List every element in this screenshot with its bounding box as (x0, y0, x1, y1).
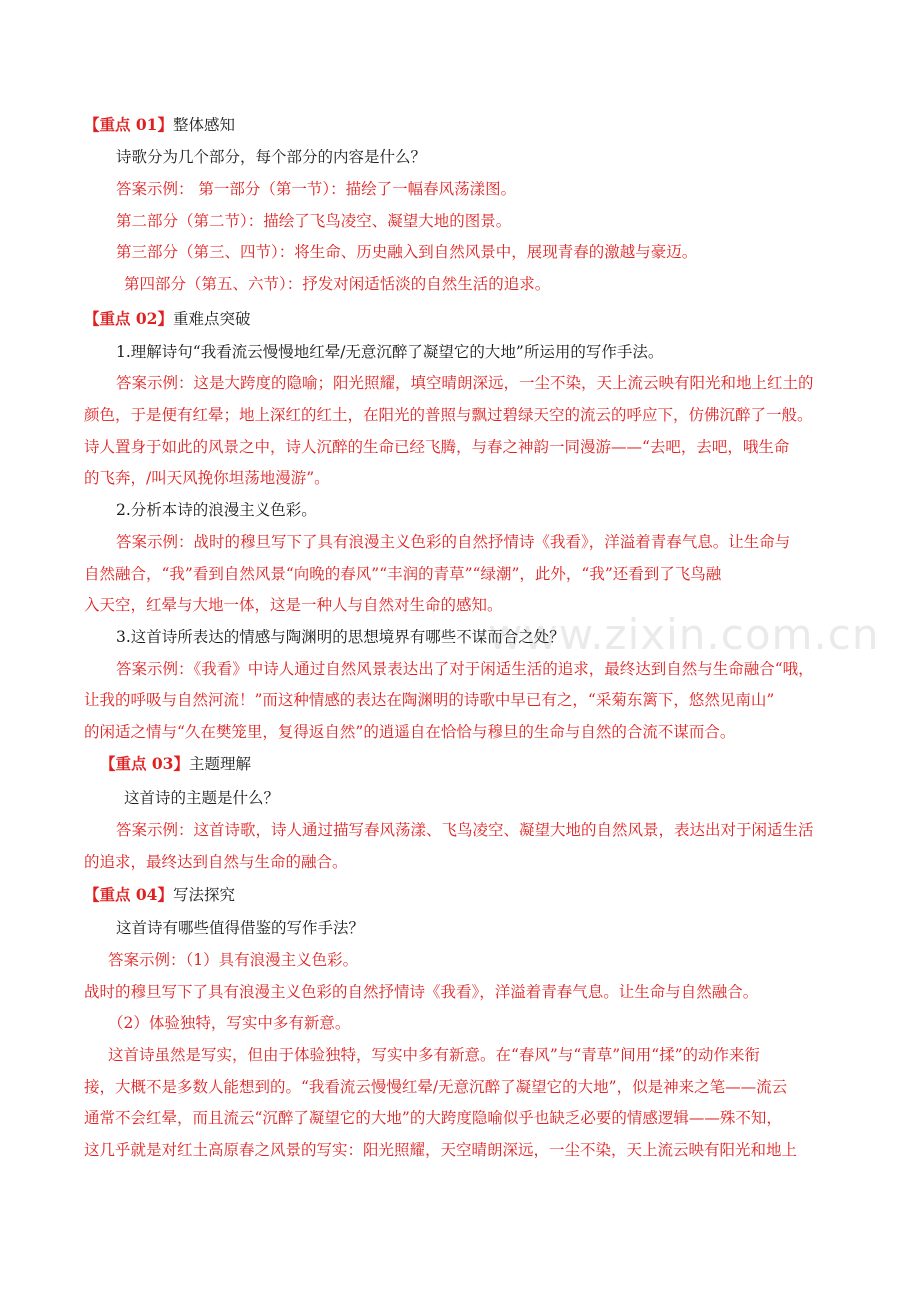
section-01-question: 诗歌分为几个部分，每个部分的内容是什么？ (116, 148, 427, 166)
section-04-answer-line: 战时的穆旦写下了具有浪漫主义色彩的自然抒情诗《我看》，洋溢着青春气息。让生命与自然融合。 (84, 983, 759, 1001)
section-02-answer-3-line: 让我的呼吸与自然河流！”而这种情感的表达在陶渊明的诗歌中早已有之，“采菊东篱下，悠然见南山” (84, 691, 775, 709)
section-02-answer-3-line: 的闲适之情与“久在樊笼里，复得返自然”的逍遥自在恰恰与穆旦的生命与自然的合流不谋而合。 (84, 723, 736, 741)
watermark: www.zixin.com.cn (488, 610, 880, 659)
section-04-answer-line: 通常不会红晕，而且流云“沉醉了凝望它的大地”的大跨度隐喻似乎也缺乏必要的情感逻辑——殊不知， (84, 1109, 782, 1127)
section-02-question-2: 2.分析本诗的浪漫主义色彩。 (116, 501, 317, 519)
section-01-heading (84, 115, 235, 135)
section-02-answer-3-line: 答案示例：《我看》中诗人通过自然风景表达出了对于闲适生活的追求，最终达到自然与生命融合“哦， (116, 660, 814, 678)
section-03-answer-line: 的追求，最终达到自然与生命的融合。 (84, 853, 348, 871)
section-02-answer-2-line: 答案示例：战时的穆旦写下了具有浪漫主义色彩的自然抒情诗《我看》，洋溢着青春气息。让生命与 (116, 533, 791, 551)
section-02-answer-1-line: 的飞奔，/叫天风挽你坦荡地漫游”。 (84, 469, 330, 487)
section-01-title: 整体感知 (172, 116, 235, 134)
section-02-label: 【重点 02】 (84, 309, 173, 328)
section-04-answer-line: 这几乎就是对红土高原春之风景的写实：阳光照耀，天空晴朗深远，一尘不染，天上流云映有阳光和地上 (84, 1141, 798, 1159)
section-02-question-1: 1.理解诗句“我看流云慢慢地红晕/无意沉醉了凝望它的大地”所运用的写作手法。 (116, 343, 664, 361)
section-03-question: 这首诗的主题是什么？ (124, 789, 280, 807)
section-04-answer-line: 答案示例：（1）具有浪漫主义色彩。 (108, 951, 359, 969)
section-04-answer-line: 接，大概不是多数人能想到的。“我看流云慢慢红晕/无意沉醉了凝望它的大地”，似是神来之笔——流云 (84, 1078, 788, 1096)
section-02-answer-1-line: 诗人置身于如此的风景之中，诗人沉醉的生命已经飞腾，与春之神韵一同漫游——“去吧，去吧，哦生命 (84, 438, 790, 456)
section-01-answer-line: 答案示例： 第一部分（第一节）：描绘了一幅春风荡漾图。 (116, 180, 517, 198)
section-02-answer-1-line: 颜色，于是便有红晕；地上深红的红土，在阳光的普照与飘过碧绿天空的流云的呼应下，仿佛沉醉了一般。 (84, 406, 813, 424)
section-03-answer-line: 答案示例：这首诗歌，诗人通过描写春风荡漾、飞鸟凌空、凝望大地的自然风景，表达出对于闲适生活 (116, 821, 814, 839)
section-02-answer-1-line: 答案示例：这是大跨度的隐喻；阳光照耀，填空晴朗深远，一尘不染，天上流云映有阳光和地上红土的 (116, 374, 814, 392)
section-03-label: 【重点 03】 (100, 754, 189, 773)
section-01-answer-line: 第四部分（第五、六节）：抒发对闲适恬淡的自然生活的追求。 (124, 275, 551, 293)
section-04-title: 写法探究 (172, 886, 235, 904)
section-04-answer-line: 这首诗虽然是写实，但由于体验独特，写实中多有新意。在“春风”与“青草”间用“揉”的动作来衔 (108, 1046, 761, 1064)
section-04-heading (84, 885, 235, 905)
section-01-answer-line: 第三部分（第三、四节）：将生命、历史融入到自然风景中，展现青春的激越与豪迈。 (116, 243, 698, 261)
section-04-answer-line: （2）体验独特，写实中多有新意。 (108, 1014, 351, 1032)
section-02-heading (84, 309, 250, 329)
section-02-answer-2-line: 自然融合，“我”看到自然风景“向晚的春风”“丰润的青草”“绿潮”，此外，“我”还看到了飞鸟融 (84, 565, 722, 583)
section-02-title: 重难点突破 (172, 310, 251, 328)
section-02-question-3: 3.这首诗所表达的情感与陶渊明的思想境界有哪些不谋而合之处？ (116, 628, 565, 646)
section-01-label: 【重点 01】 (84, 115, 173, 134)
section-01-answer-line: 第二部分（第二节）：描绘了飞鸟凌空、凝望大地的图景。 (116, 212, 512, 230)
section-03-title: 主题理解 (188, 755, 251, 773)
section-04-question: 这首诗有哪些值得借鉴的写作手法？ (116, 919, 365, 937)
section-02-answer-2-line: 入天空，红晕与大地一体，这是一种人与自然对生命的感知。 (84, 596, 503, 614)
section-04-label: 【重点 04】 (84, 885, 173, 904)
section-03-heading (100, 754, 251, 774)
